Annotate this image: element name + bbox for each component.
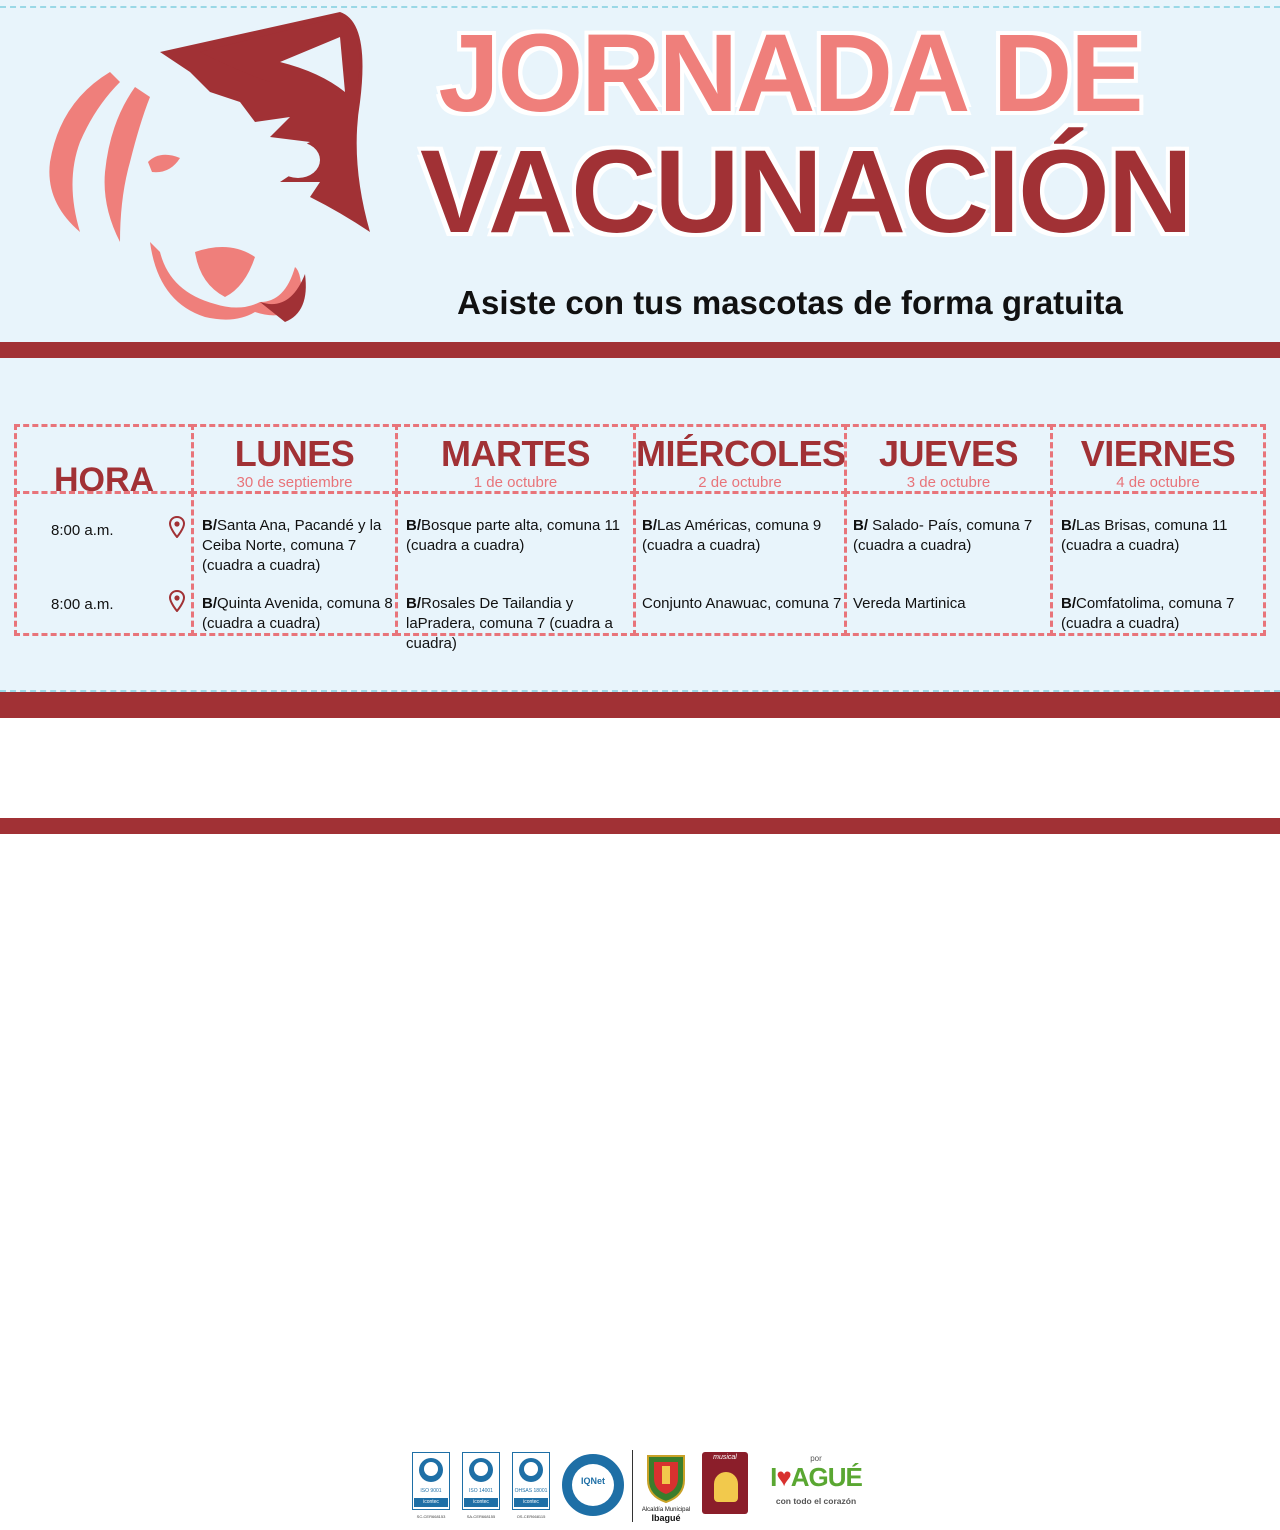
iqnet-logo: IQNet: [562, 1454, 624, 1516]
dog-icon: [40, 12, 380, 332]
footer-band-bottom: [0, 818, 1280, 834]
day-date: 4 de octubre: [1116, 474, 1200, 491]
day-name: LUNES: [234, 433, 355, 474]
schedule-table: [14, 424, 1266, 652]
entry-miercoles-1: B/Las Américas, comuna 9 (cuadra a cuadra): [642, 517, 822, 554]
day-name: MIÉRCOLES: [636, 433, 846, 474]
hora-times-cell: [14, 491, 194, 636]
entry-martes-1: B/Bosque parte alta, comuna 11 (cuadra a cuadra): [406, 517, 621, 554]
title-line-1: JORNADA DE: [438, 12, 1142, 135]
day-column-viernes: [1050, 491, 1266, 636]
day-name: MARTES: [441, 433, 590, 474]
location-pin-icon: [169, 590, 185, 612]
iso-14001-logo: ISO 14001 icontec SA-CER668155: [462, 1452, 500, 1524]
day-name: JUEVES: [878, 433, 1019, 474]
day-header-jueves: [844, 424, 1053, 494]
iso-9001-logo: ISO 9001 icontec SC-CER668153: [412, 1452, 450, 1524]
day-header-martes: [395, 424, 636, 494]
entry-viernes-2: B/Comfatolima, comuna 7 (cuadra a cuadra): [1061, 595, 1235, 632]
divider-band: [0, 342, 1280, 358]
day-date: 1 de octubre: [473, 474, 558, 491]
heart-icon: ♥: [776, 1462, 791, 1492]
day-column-miercoles: [633, 491, 847, 636]
ibague-logo: por I♥AGUÉ con todo el corazón: [770, 1454, 862, 1506]
entry-lunes-2: B/Quinta Avenida, comuna 8 (cuadra a cuadra): [202, 595, 393, 632]
footer: [0, 718, 1280, 1523]
logo-divider: [632, 1450, 633, 1522]
musical-logo: musical: [702, 1452, 748, 1514]
hora-header-cell: [14, 424, 194, 499]
top-dotted-line: [0, 6, 1280, 8]
entry-viernes-1: B/Las Brisas, comuna 11 (cuadra a cuadra): [1061, 517, 1228, 554]
entry-jueves-2: Vereda Martinica: [853, 595, 966, 612]
time-row-2: 8:00 a.m.: [51, 596, 114, 613]
day-name: VIERNES: [1080, 433, 1236, 474]
subtitle: Asiste con tus mascotas de forma gratuita: [457, 284, 1123, 321]
day-column-martes: [395, 491, 636, 652]
day-date: 3 de octubre: [906, 474, 991, 491]
alcaldia-text: Alcaldía Municipal Ibagué: [641, 1507, 691, 1523]
day-column-jueves: [844, 491, 1053, 636]
entry-lunes-1: B/Santa Ana, Pacandé y la Ceiba Norte, comuna 7 (cuadra a cuadra): [202, 517, 382, 574]
footer-band-top: [0, 692, 1280, 718]
entry-martes-2: B/Rosales De Tailandia y laPradera, comuna 7 (cuadra a cuadra): [406, 595, 613, 652]
time-row-1: 8:00 a.m.: [51, 522, 114, 539]
day-header-miercoles: [633, 424, 847, 494]
entry-miercoles-2: Conjunto Anawuac, comuna 7: [642, 595, 842, 612]
day-header-viernes: [1050, 424, 1266, 494]
location-pin-icon: [169, 516, 185, 538]
ohsas-18001-logo: OHSAS 18001 icontec OS-CER668115: [512, 1452, 550, 1524]
day-date: 30 de septiembre: [236, 474, 353, 491]
alcaldia-shield-logo: [642, 1450, 690, 1524]
day-date: 2 de octubre: [698, 474, 782, 491]
day-column-lunes: [191, 491, 398, 636]
entry-jueves-1: B/ Salado- País, comuna 7 (cuadra a cuadra): [853, 517, 1033, 554]
day-header-lunes: [191, 424, 398, 494]
title-line-2: VACUNACIÓN: [420, 126, 1192, 258]
logos-row: [410, 1446, 880, 1530]
hora-label: HORA: [53, 461, 155, 499]
